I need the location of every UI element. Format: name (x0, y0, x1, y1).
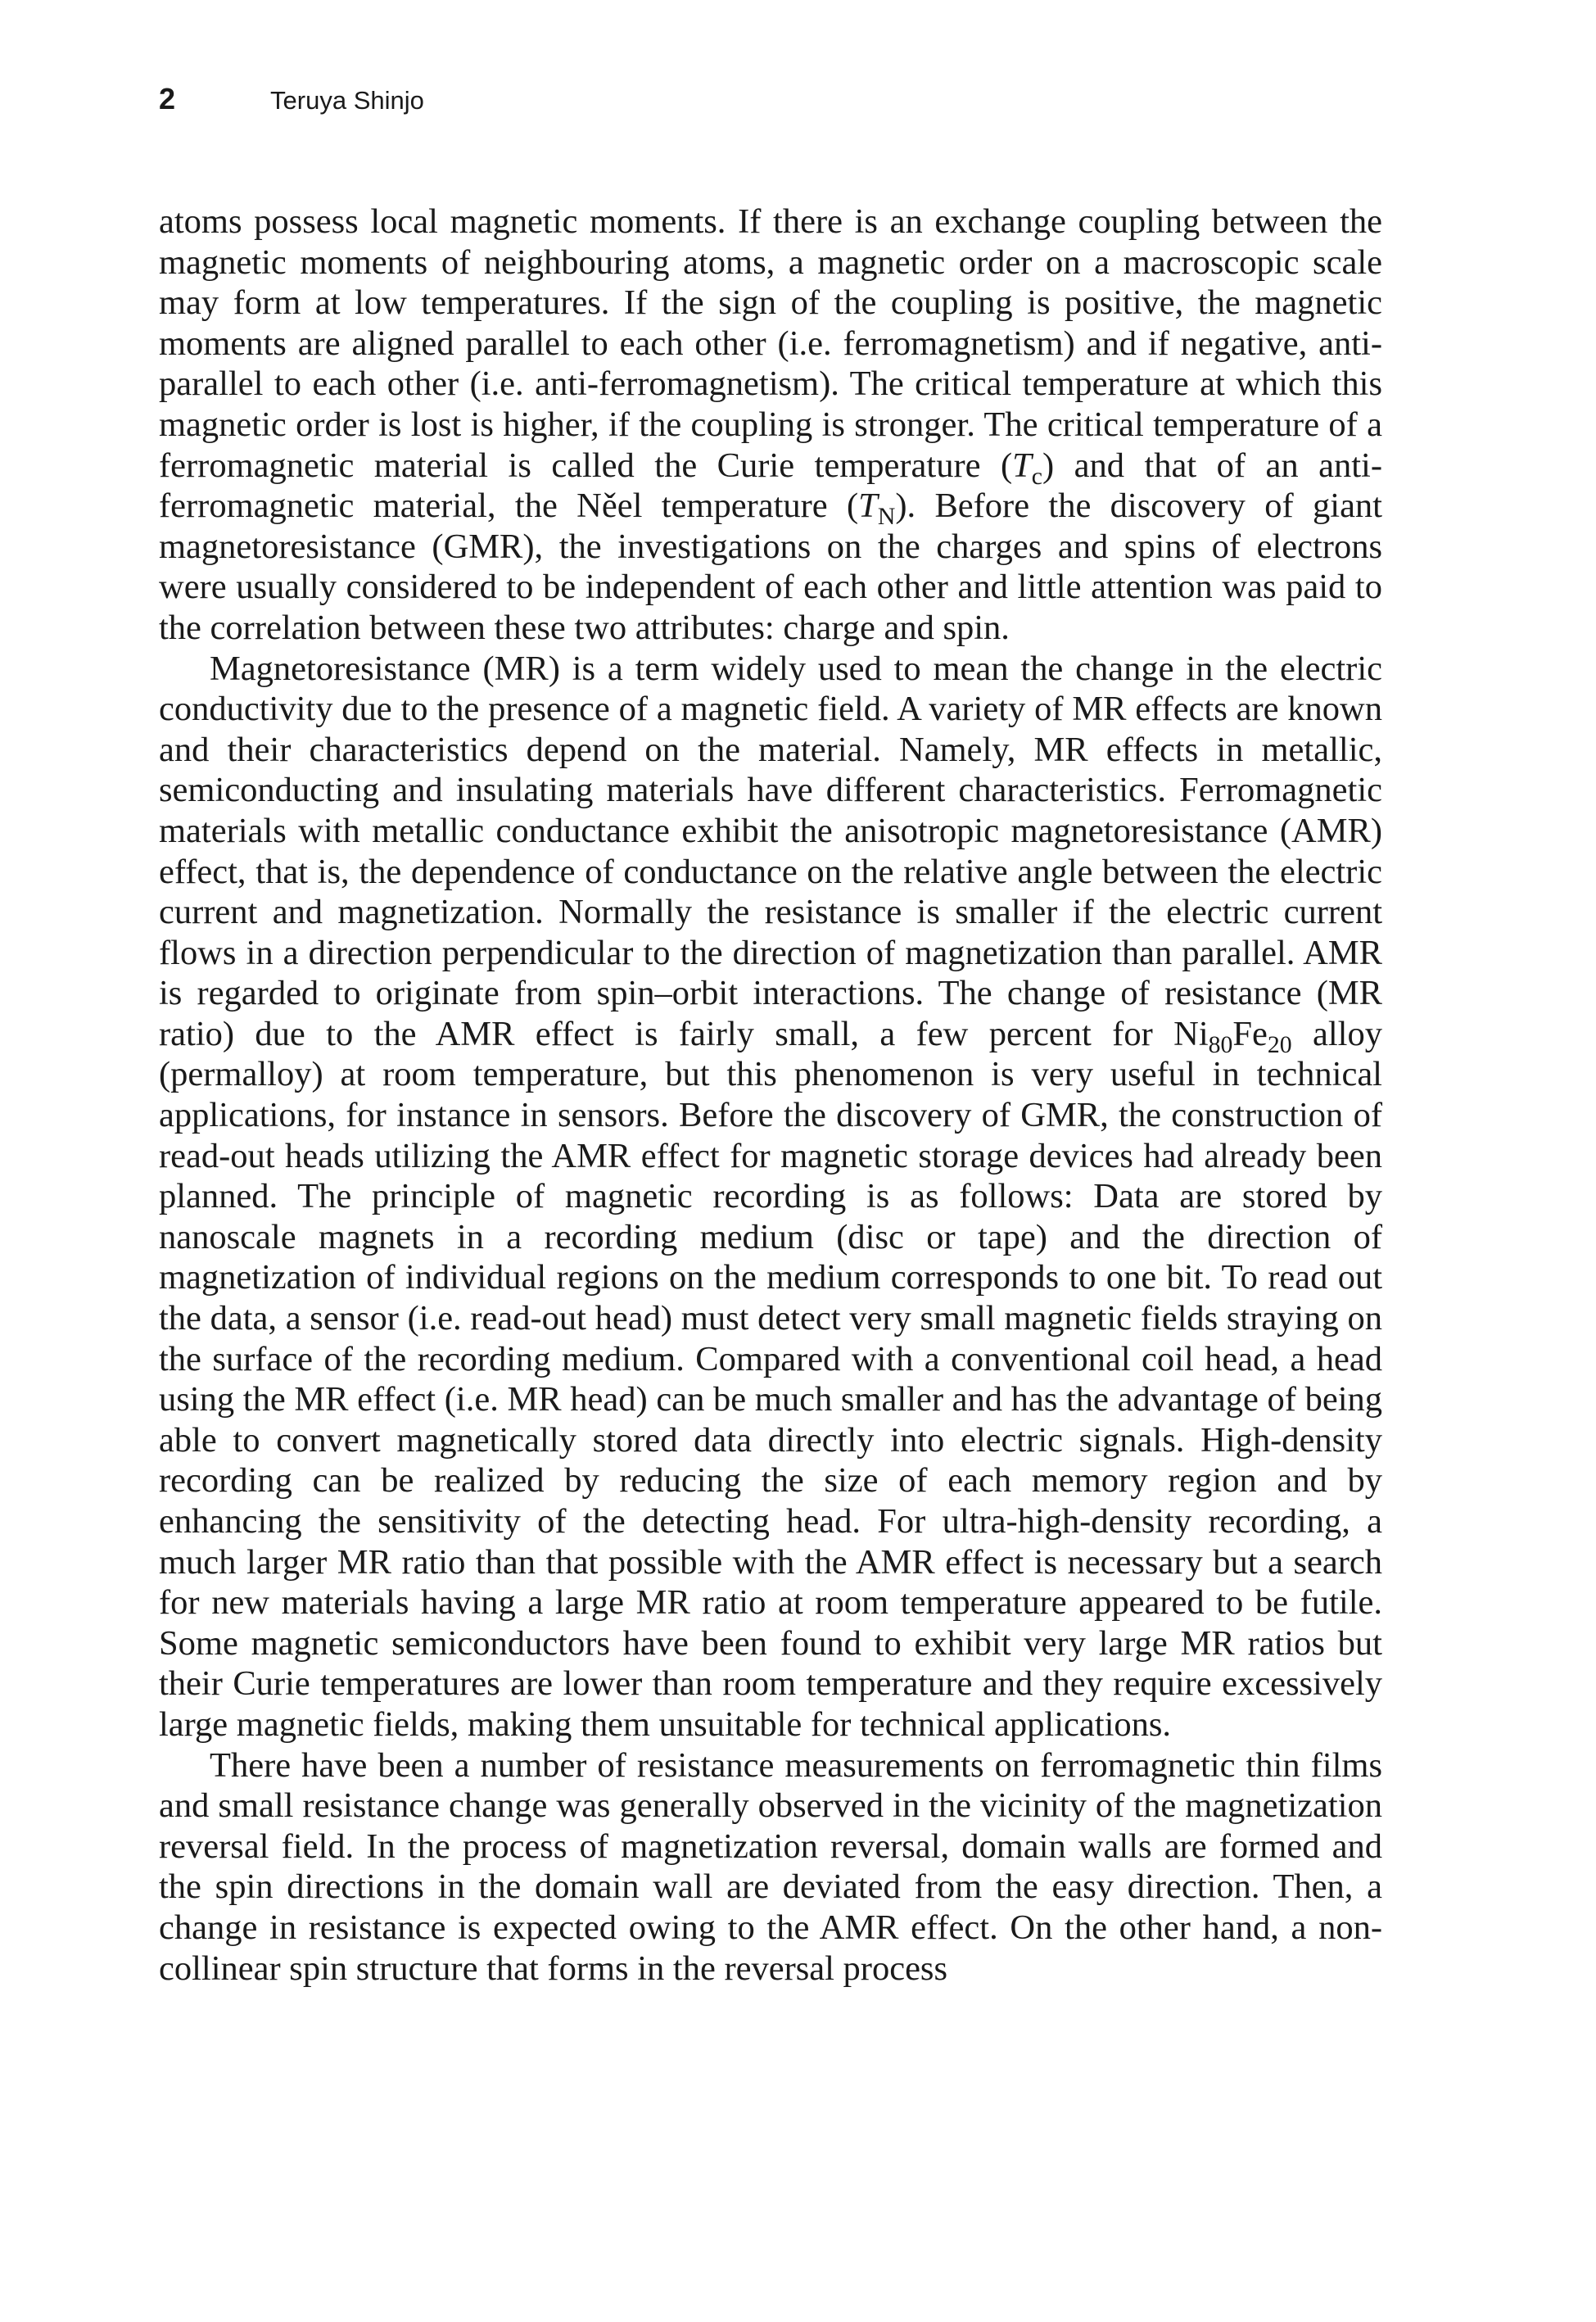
curie-temperature-symbol: T (1012, 446, 1032, 485)
running-head-author: Teruya Shinjo (270, 86, 424, 115)
paragraph-text: atoms possess local magnetic moments. If there is an exchange coupling between the magnetic moments of neighbouring atoms, a magnetic order on a macroscopic scale may form at low temperatures. If the sign of the coupling is positive, the magnetic moments are aligned parallel to each other (i.e. ferromagnetism) and if negative, anti-parallel to each other (i.e. anti-ferromagnetism). The critical temperature at which this magnetic order is lost is higher, if the coupling is stronger. The critical temperature of a ferromagnetic material is called the Curie temperature ( (159, 202, 1382, 485)
paragraph-2 (159, 649, 1382, 1745)
paragraph-text: ). Before the discovery of giant magnetoresistance (GMR), the investigations on the charges and spins of electrons were usually considered to be independent of each other and little attention was paid to the correlation between these two attributes: charge and spin. (159, 487, 1382, 647)
paragraph-1 (159, 201, 1382, 649)
paragraph-text: Magnetoresistance (MR) is a term widely used to mean the change in the electric conductivity due to the presence of a magnetic field. A variety of MR effects are known and their characteristics depend on the material. Namely, MR effects in metallic, semiconducting and insulating materials have different characteristics. Ferromagnetic materials with metallic conductance exhibit the anisotropic magnetoresistance (AMR) effect, that is, the dependence of conductance on the relative angle between the electric current and magnetization. Normally the resistance is smaller if the electric current flows in a direction perpendicular to the direction of magnetization than parallel. AMR is regarded to originate from spin–orbit interactions. The change of resistance (MR ratio) due to the AMR effect is fairly small, a few percent for Ni (159, 649, 1382, 1053)
page-number: 2 (159, 82, 176, 115)
neel-temperature-symbol: T (858, 487, 878, 526)
subscript: 80 (1208, 1030, 1233, 1058)
running-head (159, 82, 424, 131)
subscript: N (877, 503, 896, 531)
subscript: 20 (1267, 1030, 1292, 1058)
paragraph-text: There have been a number of resistance measurements on ferromagnetic thin films and small resistance change was generally observed in the vicinity of the magnetization reversal field. In the process of magnetization reversal, domain walls are formed and the spin directions in the domain wall are deviated from the easy direction. Then, a change in resistance is expected owing to the AMR effect. On the other hand, a non-collinear spin structure that forms in the reversal process (159, 1745, 1382, 1988)
paragraph-text: ) and that of an anti-ferromagnetic material, the Něel temperature ( (159, 446, 1382, 526)
subscript: c (1031, 462, 1042, 490)
body-text (159, 201, 1382, 1989)
paragraph-text: Fe (1232, 1014, 1268, 1053)
paragraph-3 (159, 1745, 1382, 1989)
paragraph-text: alloy (permalloy) at room temperature, but this phenomenon is very useful in technical applications, for instance in sensors. Before the discovery of GMR, the construction of read-out heads utilizing the AMR effect for magnetic storage devices had already been planned. The principle of magnetic recording is as follows: Data are stored by nanoscale magnets in a recording medium (disc or tape) and the direction of magnetization of individual regions on the medium corresponds to one bit. To read out the data, a sensor (i.e. read-out head) must detect very small magnetic fields straying on the surface of the recording medium. Compared with a conventional coil head, a head using the MR effect (i.e. MR head) can be much smaller and has the advantage of being able to convert magnetically stored data directly into electric signals. High-density recording can be realized by reducing the size of each memory region and by enhancing the sensitivity of the detecting head. For ultra-high-density recording, a much larger MR ratio than that possible with the AMR effect is necessary but a search for new materials having a large MR ratio at room temperature appeared to be futile. Some magnetic semiconductors have been found to exhibit very large MR ratios but their Curie temperatures are lower than room temperature and they require excessively large magnetic fields, making them unsuitable for technical applications. (159, 1014, 1382, 1744)
